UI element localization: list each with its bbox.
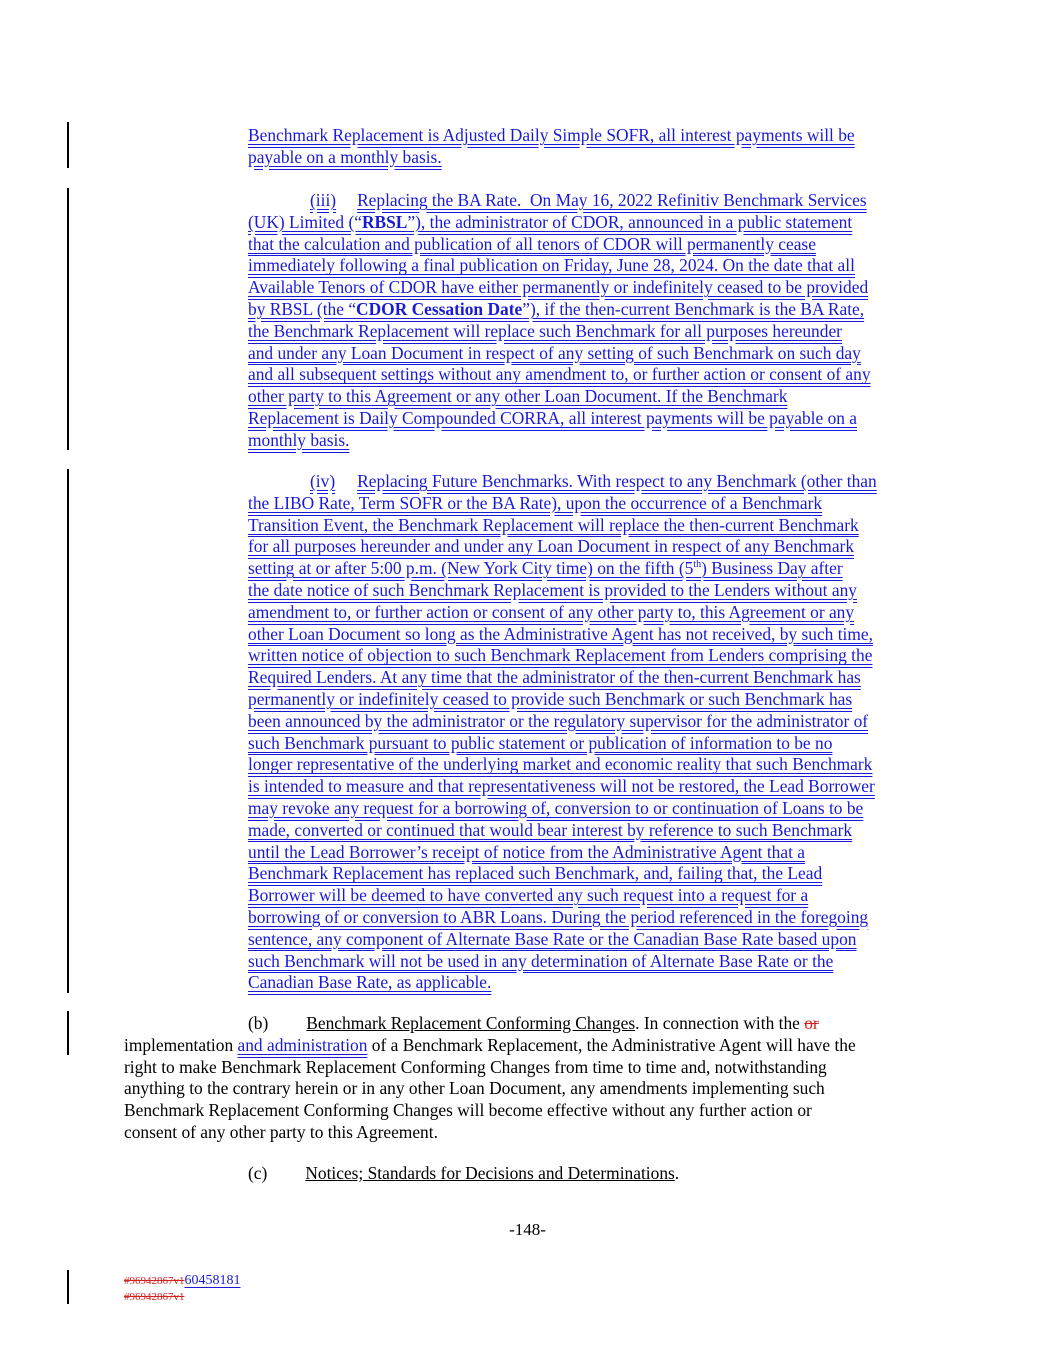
text-line: longer representative of the underlying market and economic reality that such Benchmark [248, 754, 873, 775]
text-line: until the Lead Borrower’s receipt of notice from the Administrative Agent that a [248, 841, 805, 862]
text-line: right to make Benchmark Replacement Conforming Changes from time to time and, notwithstanding [124, 1056, 827, 1077]
text-line: for all purposes hereunder and under any Loan Document in respect of any Benchmark [248, 536, 855, 557]
clause-heading: Benchmark Replacement Conforming Changes [306, 1013, 636, 1033]
text-line: consent of any other party to this Agreement. [124, 1121, 438, 1142]
change-bar [67, 1011, 69, 1055]
clause-heading: Notices; Standards for Decisions and Determinations [305, 1163, 675, 1183]
clause-number: (iv) [310, 471, 336, 491]
text-line: may revoke any request for a borrowing of, conversion to or continuation of Loans to be [248, 797, 864, 818]
text-line: Benchmark Replacement Conforming Changes will become effective without any further action or [124, 1100, 812, 1121]
text-line: monthly basis. [248, 429, 350, 450]
text-line: (UK) Limited (“RBSL”), the administrator of CDOR, announced in a public statement [248, 211, 853, 232]
text-line: is intended to measure and that representativeness will not be restored, the Lead Borrower [248, 776, 875, 797]
text-line: Canadian Base Rate, as applicable. [248, 972, 492, 993]
text-line: the Benchmark Replacement will replace such Benchmark for all purposes hereunder [248, 320, 842, 341]
superscript: th [693, 559, 702, 571]
text-line: Replacement is Daily Compounded CORRA, all interest payments will be payable on a [248, 407, 858, 428]
text-line: permanently or indefinitely ceased to provide such Benchmark or such Benchmark has [248, 688, 853, 709]
text-line: payable on a monthly basis. [248, 146, 442, 167]
page-number: -148- [509, 1220, 546, 1239]
text-line: immediately following a final publication on Friday, June 28, 2024. On the date that all [248, 255, 855, 276]
text-line: such Benchmark will not be used in any determination of Alternate Base Rate or the [248, 950, 834, 971]
intro-paragraph [248, 125, 913, 169]
deleted-doc-id: #96942867v1 [124, 1291, 185, 1303]
change-bar [67, 122, 69, 168]
text-line: Benchmark Replacement has replaced such Benchmark, and, failing that, the Lead [248, 863, 823, 884]
text-line: that the calculation and publication of all tenors of CDOR will permanently cease [248, 233, 816, 254]
paragraph-iv: (iv) Replacing Future Benchmarks. With respect to any Benchmark (other than the LIBO Rate, Term SOFR or the BA Rate), upon the occurrence of a Benchmark Transition Event, the Benchmark Replacement will replace the then-current Benchmark for all purposes hereunder and under any Loan Document in respect of any Benchmark setting at or after 5:00 p.m. (New York City time) on the fifth (5th) Business Day after the date notice of such Benchmark Replacement is provided to the Lenders without any amendment to, or further action or consent of any other party to, this Agreement or any other Loan Document so long as the Administrative Agent has not received, by such time, written notice of objection to such Benchmark Replacement from Lenders comprising the Required Lenders. At any time that the administrator of the then-current Benchmark has permanently or indefinitely ceased to provide such Benchmark or such Benchmark has been announced by the administrator or the regulatory supervisor for the administrator of such Benchmark pursuant to public statement or publication of information to be no longer representative of the underlying market and economic reality that such Benchmark is intended to measure and that representativeness will not be restored, the Lead Borrower may revoke any request for a borrowing of, conversion to or continuation of Loans to be made, converted or continued that would bear interest by reference to such Benchmark until the Lead Borrower’s receipt of notice from the Administrative Agent that a Benchmark Replacement has replaced such Benchmark, and, failing that, the Lead Borrower will be deemed to have converted any such request into a request for a borrowing of or conversion to ABR Loans. During the period referenced in the foregoing sentence, any component of Alternate Base Rate or the Canadian Base Rate based upon such Benchmark will not be used in any determination of Alternate Base Rate or the Canadian Base Rate, as applicable. [248, 471, 931, 994]
text-line: setting at or after 5:00 p.m. (New York City time) on the fifth (5th) Business Day after [248, 558, 843, 579]
text-line: other Loan Document so long as the Administrative Agent has not received, by such time, [248, 623, 873, 644]
change-bar [67, 1270, 69, 1304]
text-line: borrowing of or conversion to ABR Loans. During the period referenced in the foregoing [248, 906, 869, 927]
deleted-doc-id: #96942867v1 [124, 1275, 185, 1287]
defined-term: RBSL [361, 211, 408, 232]
text-line: other party to this Agreement or any other Loan Document. If the Benchmark [248, 386, 788, 407]
clause-heading: Replacing the BA Rate. [357, 190, 522, 210]
text-line: the LIBO Rate, Term SOFR or the BA Rate), upon the occurrence of a Benchmark [248, 492, 823, 513]
text-line: and under any Loan Document in respect of any setting of such Benchmark on such day [248, 342, 861, 363]
paragraph-c: (c) Notices; Standards for Decisions and Determinations. [248, 1163, 680, 1183]
clause-number: (c) [248, 1163, 268, 1183]
paragraph-iii: (iii) Replacing the BA Rate. On May 16, 2022 Refinitiv Benchmark Services (UK) Limited (“RBSL”), the administrator of CDOR, announced in a public statement that the calculation and publication of all tenors of CDOR will permanently cease immediately following a final publication on Friday, June 28, 2024. On the date that all Available Tenors of CDOR have either permanently or indefinitely ceased to be provided by RBSL (the “CDOR Cessation Date”), if the then-current Benchmark is the BA Rate, the Benchmark Replacement will replace such Benchmark for all purposes hereunder and under any Loan Document in respect of any setting of such Benchmark on such day and all subsequent settings without any amendment to, or further action or consent of any other party to this Agreement or any other Loan Document. If the Benchmark Replacement is Daily Compounded CORRA, all interest payments will be payable on a monthly basis. [248, 190, 931, 452]
text-line: made, converted or continued that would bear interest by reference to such Benchmark [248, 819, 853, 840]
document-id [124, 1273, 241, 1289]
text-line: Required Lenders. At any time that the administrator of the then-current Benchmark has [248, 667, 861, 688]
text-line: Transition Event, the Benchmark Replacement will replace the then-current Benchmark [248, 514, 859, 535]
inserted-text: and administration [237, 1034, 368, 1055]
text-line: by RBSL (the “CDOR Cessation Date”), if the then-current Benchmark is the BA Rate, [248, 298, 865, 319]
text-line: implementation and administration of a Benchmark Replacement, the Administrative Agent will have the [124, 1034, 856, 1055]
change-bar [67, 188, 69, 450]
text-line: written notice of objection to such Benchmark Replacement from Lenders comprising the [248, 645, 873, 666]
text-line: anything to the contrary herein or in any other Loan Document, any amendments implementing such [124, 1078, 825, 1099]
text-line: Benchmark Replacement is Adjusted Daily Simple SOFR, all interest payments will be [248, 125, 855, 145]
text-line: Available Tenors of CDOR have either permanently or indefinitely ceased to be provided [248, 277, 869, 298]
deleted-text: or [804, 1013, 819, 1033]
text-line: amendment to, or further action or consent of any other party to, this Agreement or any [248, 601, 855, 622]
text-line: Borrower will be deemed to have converted any such request into a request for a [248, 885, 809, 906]
text-line: the date notice of such Benchmark Replacement is provided to the Lenders without any [248, 579, 857, 600]
text-line: been announced by the administrator or the regulatory supervisor for the administrator of [248, 710, 869, 731]
paragraph-b: (b) Benchmark Replacement Conforming Changes. In connection with the or implementation and administration of a Benchmark Replacement, the Administrative Agent will have the right to make Benchmark Replacement Conforming Changes from time to time and, notwithstanding anything to the contrary herein or in any other Loan Document, any amendments implementing such Benchmark Replacement Conforming Changes will become effective without any further action or consent of any other party to this Agreement. [124, 1013, 929, 1144]
inserted-doc-id: 60458181 [184, 1273, 241, 1288]
text-line: such Benchmark pursuant to public statement or publication of information to be no [248, 732, 833, 753]
document-id-old [124, 1291, 185, 1303]
clause-number: (b) [248, 1013, 269, 1033]
clause-number: (iii) [310, 190, 337, 210]
defined-term: CDOR Cessation Date [356, 298, 523, 319]
text-line: and all subsequent settings without any amendment to, or further action or consent of any [248, 364, 871, 385]
change-bar [67, 469, 69, 993]
text-line: sentence, any component of Alternate Base Rate or the Canadian Base Rate based upon [248, 928, 857, 949]
